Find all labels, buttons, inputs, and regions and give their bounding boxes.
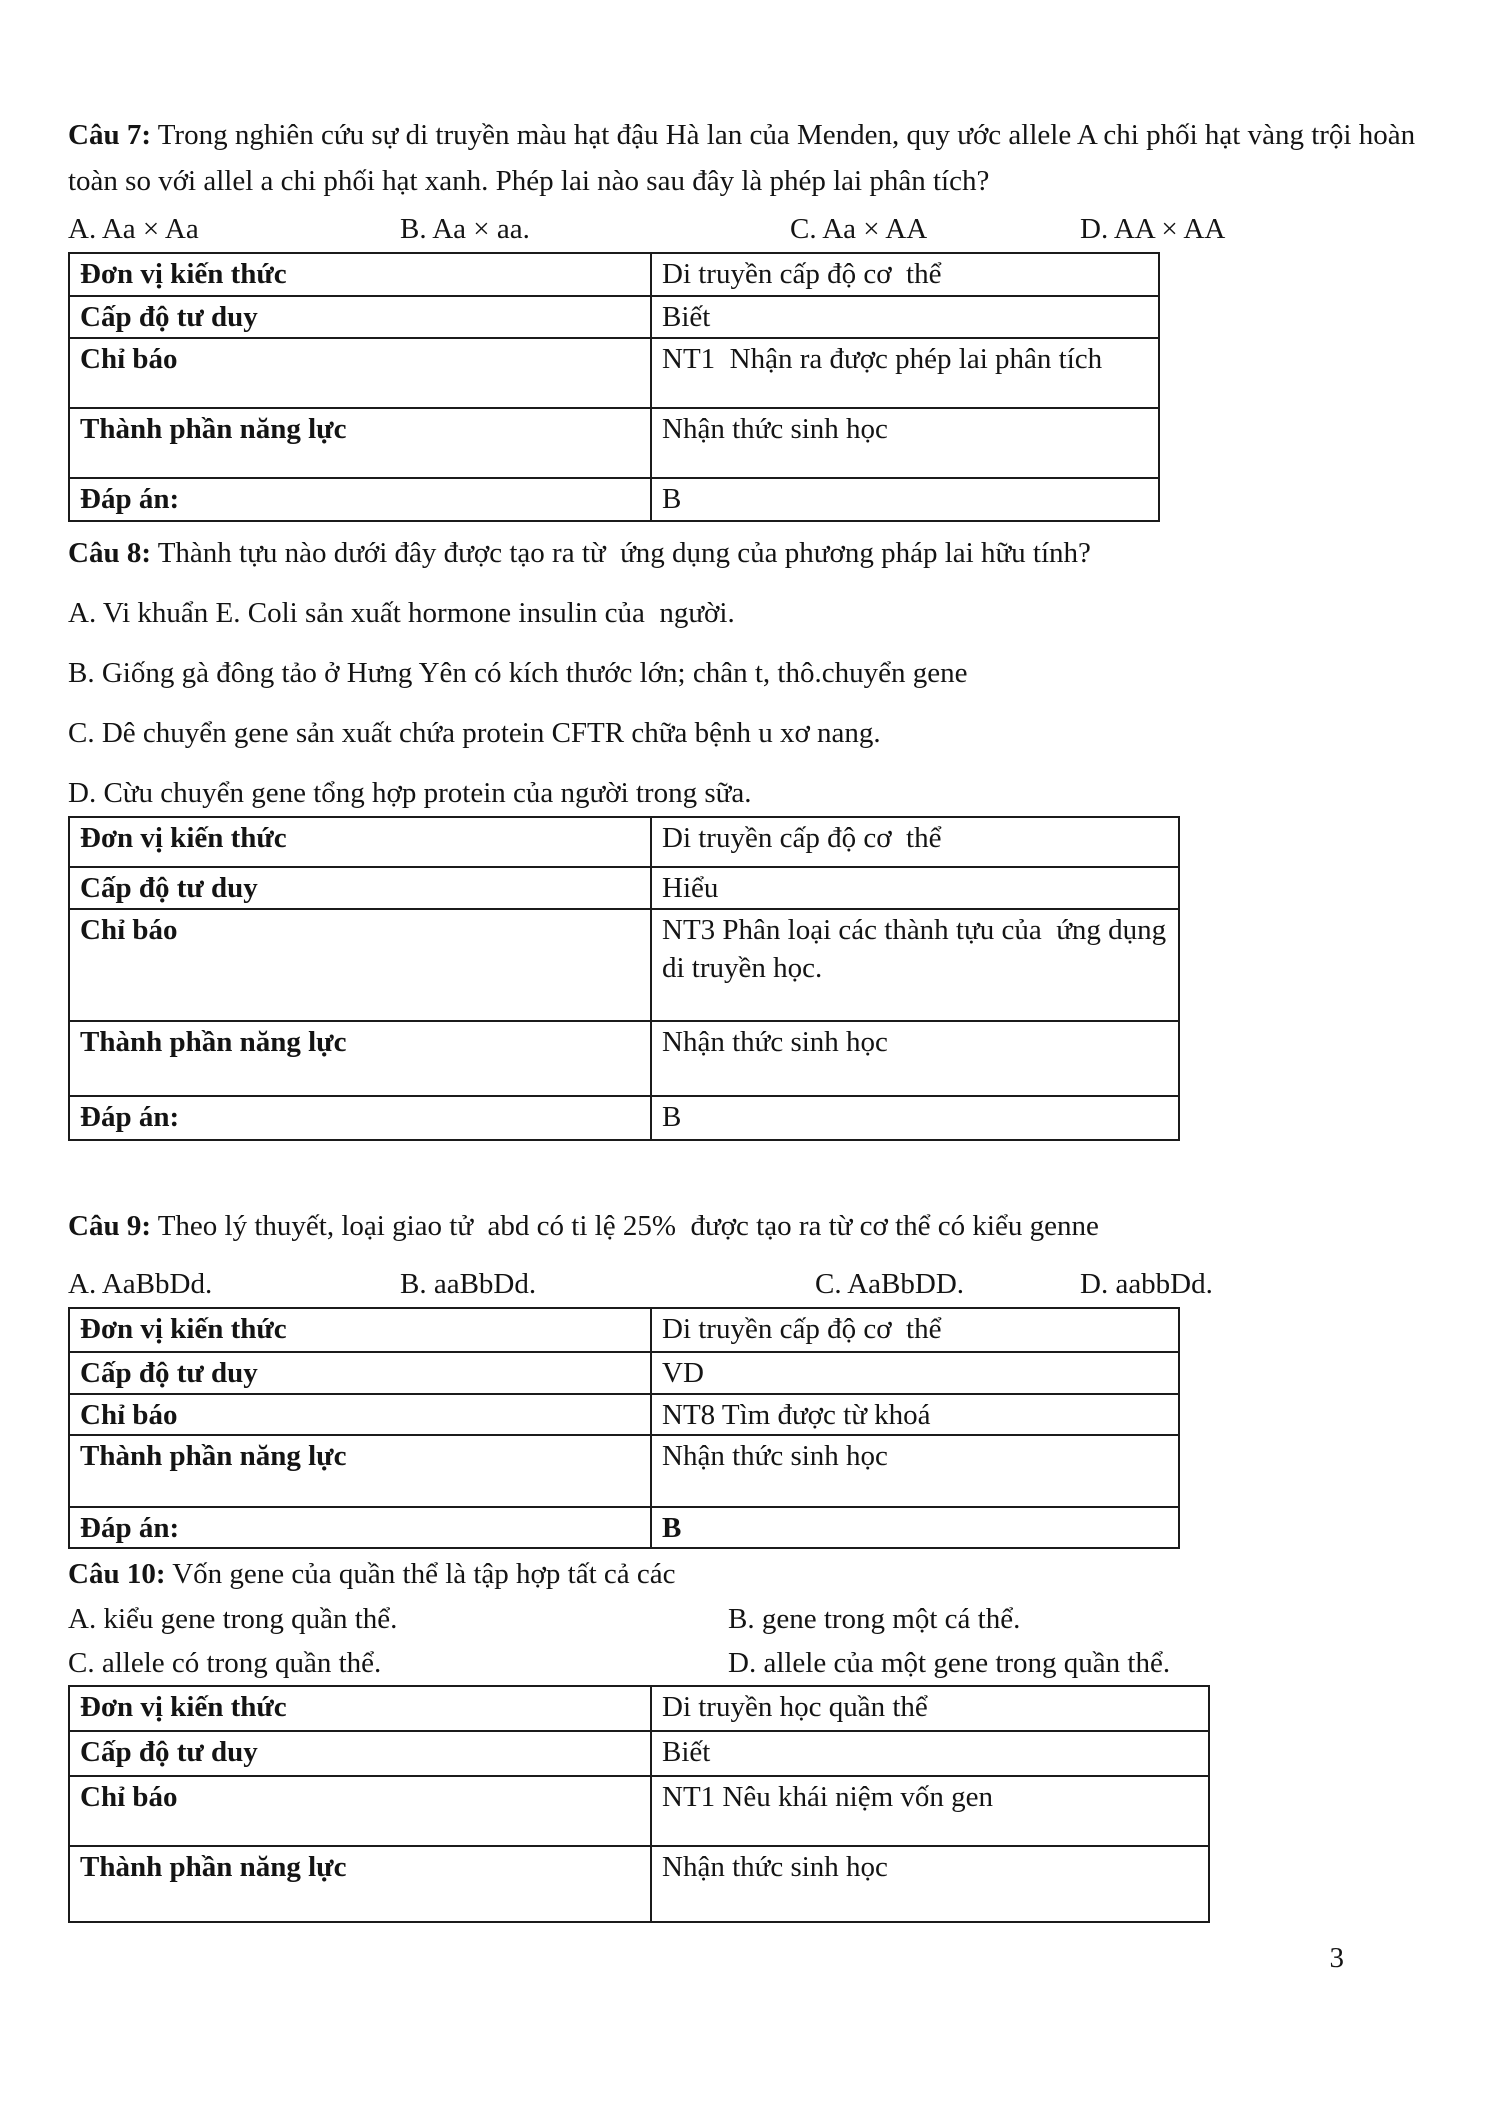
rubric-label: Đơn vị kiến thức (69, 817, 651, 867)
rubric-label: Thành phần năng lực (69, 408, 651, 478)
question-9-option-a: A. AaBbDd. (68, 1268, 213, 1300)
question-7-option-d: D. AA × AA (1080, 213, 1226, 245)
question-10-option-b: B. gene trong một cá thể. (728, 1603, 1021, 1635)
table-row (69, 253, 1159, 296)
rubric-value: Nhận thức sinh học (651, 408, 1159, 478)
rubric-label: Thành phần năng lực (69, 1846, 651, 1922)
table-row (69, 1435, 1179, 1507)
rubric-value: Nhận thức sinh học (651, 1435, 1179, 1507)
table-row (69, 1096, 1179, 1140)
table-row (69, 408, 1159, 478)
rubric-value: VD (651, 1352, 1179, 1394)
table-row (69, 817, 1179, 867)
question-8-option-c: C. Dê chuyển gene sản xuất chứa protein CFTR chữa bệnh u xơ nang. (68, 717, 881, 749)
question-7-text (68, 112, 1440, 204)
rubric-label: Đáp án: (69, 478, 651, 521)
rubric-label: Chỉ báo (69, 909, 651, 1021)
rubric-answer: B (651, 1507, 1179, 1548)
question-7-option-b: B. Aa × aa. (400, 213, 530, 245)
table-row (69, 1352, 1179, 1394)
question-9-label: Câu 9: (68, 1210, 151, 1242)
rubric-value: Nhận thức sinh học (651, 1021, 1179, 1096)
question-10-text (68, 1551, 1440, 1597)
question-9-text (68, 1203, 1440, 1249)
rubric-label: Đáp án: (69, 1507, 651, 1548)
question-7-label: Câu 7: (68, 119, 151, 151)
rubric-value: NT8 Tìm được từ khoá (651, 1394, 1179, 1435)
question-10-option-d: D. allele của một gene trong quần thể. (728, 1647, 1171, 1679)
question-9-body: Theo lý thuyết, loại giao tử abd có ti lệ 25% được tạo ra từ cơ thể có kiểu genne (157, 1210, 1099, 1242)
table-row (69, 1731, 1209, 1776)
question-9-option-b: B. aaBbDd. (400, 1268, 537, 1300)
question-10-options-row-1 (68, 1597, 1440, 1641)
question-7-option-c: C. Aa × AA (790, 213, 928, 245)
page-number: 3 (1329, 1942, 1344, 1974)
rubric-value: Biết (651, 296, 1159, 338)
table-row (69, 338, 1159, 408)
rubric-label: Thành phần năng lực (69, 1435, 651, 1507)
rubric-value: Nhận thức sinh học (651, 1846, 1209, 1922)
rubric-value: NT3 Phân loại các thành tựu của ứng dụng di truyền học. (651, 909, 1179, 1021)
table-row (69, 1021, 1179, 1096)
question-8-text (68, 530, 1440, 576)
table-row (69, 867, 1179, 909)
question-9-option-c: C. AaBbDD. (815, 1268, 965, 1300)
question-9-option-d: D. aabbDd. (1080, 1268, 1213, 1300)
rubric-value: Hiểu (651, 867, 1179, 909)
question-7-options (68, 206, 1440, 252)
question-10-label: Câu 10: (68, 1558, 166, 1590)
rubric-value: NT1 Nêu khái niệm vốn gen (651, 1776, 1209, 1846)
rubric-label: Thành phần năng lực (69, 1021, 651, 1096)
rubric-table-q9 (68, 1307, 1180, 1549)
rubric-label: Chỉ báo (69, 1394, 651, 1435)
rubric-label: Cấp độ tư duy (69, 867, 651, 909)
rubric-table-q10 (68, 1685, 1210, 1923)
rubric-value: Di truyền cấp độ cơ thể (651, 253, 1159, 296)
question-9-options (68, 1261, 1440, 1307)
rubric-label: Cấp độ tư duy (69, 1352, 651, 1394)
rubric-label: Đáp án: (69, 1096, 651, 1140)
rubric-value: Di truyền cấp độ cơ thể (651, 1308, 1179, 1352)
question-8-option-a: A. Vi khuẩn E. Coli sản xuất hormone insulin của người. (68, 597, 735, 629)
table-row (69, 909, 1179, 1021)
question-10-option-c: C. allele có trong quần thể. (68, 1647, 382, 1679)
question-8-label: Câu 8: (68, 537, 151, 569)
rubric-label: Cấp độ tư duy (69, 1731, 651, 1776)
rubric-label: Chỉ báo (69, 1776, 651, 1846)
question-8-option-d: D. Cừu chuyển gene tổng hợp protein của người trong sữa. (68, 777, 752, 809)
rubric-label: Đơn vị kiến thức (69, 1308, 651, 1352)
question-8-body: Thành tựu nào dưới đây được tạo ra từ ứng dụng của phương pháp lai hữu tính? (157, 537, 1091, 569)
question-10-options-row-2 (68, 1641, 1440, 1685)
table-row (69, 478, 1159, 521)
rubric-table-q7 (68, 252, 1160, 522)
rubric-label: Đơn vị kiến thức (69, 1686, 651, 1731)
table-row (69, 1686, 1209, 1731)
question-7-option-a: A. Aa × Aa (68, 213, 199, 245)
question-10-body: Vốn gene của quần thể là tập hợp tất cả các (172, 1558, 676, 1590)
table-row (69, 1846, 1209, 1922)
rubric-answer: B (651, 1096, 1179, 1140)
question-7-body: Trong nghiên cứu sự di truyền màu hạt đậu Hà lan của Menden, quy ước allele A chi phối hạt vàng trội hoàn toàn so với allel a chi phối hạt xanh. Phép lai nào sau đây là phép lai phân tích? (68, 119, 1423, 197)
table-row (69, 1394, 1179, 1435)
table-row (69, 1308, 1179, 1352)
table-row (69, 1507, 1179, 1548)
rubric-value: Di truyền học quần thể (651, 1686, 1209, 1731)
rubric-answer: B (651, 478, 1159, 521)
rubric-label: Đơn vị kiến thức (69, 253, 651, 296)
table-row (69, 1776, 1209, 1846)
rubric-table-q8 (68, 816, 1180, 1141)
rubric-value: Biết (651, 1731, 1209, 1776)
rubric-value: NT1 Nhận ra được phép lai phân tích (651, 338, 1159, 408)
question-10-option-a: A. kiểu gene trong quần thể. (68, 1603, 398, 1635)
rubric-value: Di truyền cấp độ cơ thể (651, 817, 1179, 867)
table-row (69, 296, 1159, 338)
question-8-option-b: B. Giống gà đông tảo ở Hưng Yên có kích thước lớn; chân t, thô.chuyển gene (68, 657, 968, 689)
rubric-label: Cấp độ tư duy (69, 296, 651, 338)
rubric-label: Chỉ báo (69, 338, 651, 408)
